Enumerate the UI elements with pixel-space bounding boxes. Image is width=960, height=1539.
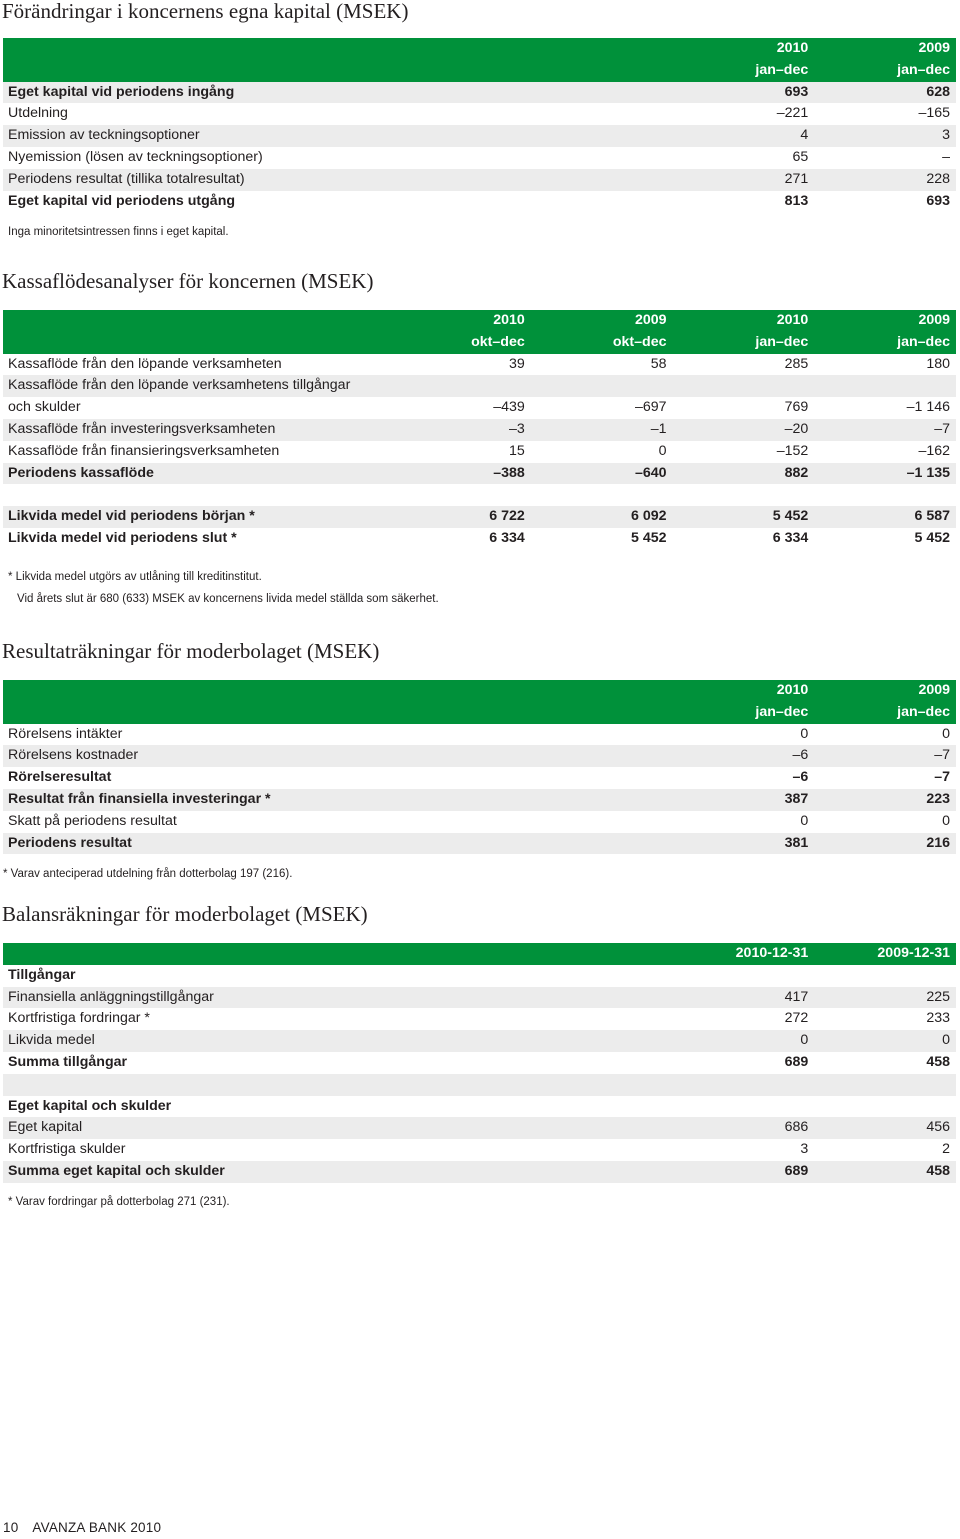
cell-value: 0 <box>942 1032 950 1049</box>
cell-value: 0 <box>658 442 667 459</box>
publication-name: AVANZA BANK 2010 <box>32 1520 162 1535</box>
column-year: 2009 <box>918 40 950 56</box>
cell-value: –7 <box>934 420 950 437</box>
cell-value: 2 <box>942 1141 950 1158</box>
table-row <box>3 169 956 191</box>
row-label: Periodens resultat <box>8 834 132 851</box>
header-row <box>3 60 956 82</box>
row-label: Summa tillgångar <box>8 1053 128 1070</box>
table-row <box>3 767 956 789</box>
row-label: Eget kapital vid periodens ingång <box>8 83 235 100</box>
row-label: Kassaflöde från investeringsverksamheten <box>8 420 276 437</box>
column-year: 2010 <box>776 682 809 698</box>
cell-value: 458 <box>926 1053 950 1070</box>
page-number: 10 <box>3 1520 19 1535</box>
row-label: Kassaflöde från finansieringsverksamheten <box>8 442 280 459</box>
cell-value: –162 <box>918 442 950 459</box>
row-label: Resultat från finansiella investeringar * <box>8 790 271 807</box>
cell-value: –152 <box>776 442 809 459</box>
cell-value: –20 <box>784 420 809 437</box>
cashflow-table <box>3 310 956 550</box>
table-row <box>3 1117 956 1139</box>
table-row <box>3 745 956 767</box>
cell-value: 0 <box>800 812 809 829</box>
cell-value: 0 <box>942 725 950 742</box>
column-period: jan–dec <box>897 333 950 350</box>
table-row <box>3 811 956 833</box>
table-row <box>3 463 956 485</box>
equity-title: Förändringar i koncernens egna kapital (MSEK) <box>2 0 409 23</box>
cell-value: 693 <box>784 83 809 100</box>
table-row <box>3 375 956 397</box>
equity-table <box>3 38 956 212</box>
table-row <box>3 987 956 1009</box>
row-label: Kassaflöde från den löpande verksamhetens tillgångar <box>8 377 351 394</box>
cell-value: 272 <box>784 1010 809 1027</box>
cell-value: –640 <box>634 464 667 481</box>
table-section-heading <box>3 1096 956 1118</box>
row-label: Periodens kassaflöde <box>8 464 154 481</box>
row-label: Kortfristiga fordringar * <box>8 1010 150 1027</box>
table-row-spacer <box>3 1074 956 1096</box>
balance-footnote: * Varav fordringar på dotterbolag 271 (231). <box>8 1196 230 1208</box>
cell-value: 0 <box>800 725 809 742</box>
row-label: Periodens resultat (tillika totalresultat) <box>8 170 245 187</box>
cashflow-title: Kassaflödesanalyser för koncernen (MSEK) <box>2 269 374 293</box>
column-year: 2010 <box>776 40 809 56</box>
row-label: och skulder <box>8 399 81 416</box>
cell-value: 689 <box>784 1053 809 1070</box>
table-row <box>3 789 956 811</box>
table-row <box>3 147 956 169</box>
cell-value: 6 334 <box>772 529 809 546</box>
column-date: 2009-12-31 <box>877 945 950 961</box>
column-period: jan–dec <box>755 61 809 78</box>
row-label: Finansiella anläggningstillgångar <box>8 988 214 1005</box>
column-period: okt–dec <box>471 333 525 350</box>
cell-value: – <box>942 148 950 165</box>
cell-value: 6 334 <box>489 529 525 546</box>
column-period: jan–dec <box>755 703 809 720</box>
equity-note: Inga minoritetsintressen finns i eget kapital. <box>8 226 229 238</box>
table-row <box>3 528 956 550</box>
table-row <box>3 82 956 104</box>
cell-value: 285 <box>784 355 809 372</box>
row-label: Eget kapital vid periodens utgång <box>8 192 236 209</box>
cell-value: 689 <box>784 1162 809 1179</box>
table-row <box>3 397 956 419</box>
cell-value: 381 <box>784 834 809 851</box>
cell-value: 5 452 <box>630 529 667 546</box>
row-label: Tillgångar <box>8 966 76 983</box>
row-label: Summa eget kapital och skulder <box>8 1162 225 1179</box>
row-label: Nyemission (lösen av teckningsoptioner) <box>8 148 263 165</box>
cell-value: 3 <box>800 1141 809 1158</box>
cell-value: –1 <box>650 420 667 437</box>
cell-value: 769 <box>784 399 809 416</box>
column-year: 2009 <box>918 312 950 328</box>
column-period: jan–dec <box>897 61 950 78</box>
table-row <box>3 354 956 376</box>
table-row <box>3 724 956 746</box>
cell-value: 686 <box>784 1119 809 1136</box>
cell-value: –6 <box>792 769 809 786</box>
cell-value: 813 <box>784 192 809 209</box>
cell-value: 225 <box>926 988 950 1005</box>
cell-value: 693 <box>926 192 950 209</box>
table-row <box>3 1161 956 1183</box>
row-label: Rörelsens kostnader <box>8 747 139 764</box>
header-row <box>3 680 956 702</box>
cell-value: –165 <box>918 105 950 122</box>
table-row <box>3 125 956 147</box>
cell-value: 6 092 <box>630 508 667 525</box>
cell-value: 3 <box>942 127 950 144</box>
cell-value: –3 <box>508 420 525 437</box>
cell-value: 228 <box>926 170 950 187</box>
table-row <box>3 103 956 125</box>
cashflow-footnote: Vid årets slut är 680 (633) MSEK av koncernens livida medel ställda som säkerhet. <box>17 593 439 605</box>
row-label: Eget kapital och skulder <box>8 1097 172 1114</box>
cell-value: 58 <box>650 355 667 372</box>
cell-value: 0 <box>800 1032 809 1049</box>
table-row <box>3 1008 956 1030</box>
row-label: Skatt på periodens resultat <box>8 812 177 829</box>
column-period: okt–dec <box>612 333 667 350</box>
column-date: 2010-12-31 <box>735 945 809 961</box>
header-row <box>3 38 956 60</box>
cell-value: 39 <box>508 355 525 372</box>
row-label: Rörelsens intäkter <box>8 725 123 742</box>
cell-value: 5 452 <box>914 529 950 546</box>
cell-value: 223 <box>926 790 950 807</box>
table-row <box>3 441 956 463</box>
cell-value: 4 <box>800 127 809 144</box>
cell-value: –388 <box>493 464 525 481</box>
cell-value: 65 <box>792 148 809 165</box>
cell-value: –439 <box>493 399 525 416</box>
header-row <box>3 943 956 965</box>
cell-value: 387 <box>784 790 809 807</box>
table-section-heading <box>3 965 956 987</box>
row-label: Rörelseresultat <box>8 769 112 786</box>
cell-value: 417 <box>784 988 809 1005</box>
cashflow-footnote: * Likvida medel utgörs av utlåning till kreditinstitut. <box>8 571 262 583</box>
row-label: Kortfristiga skulder <box>8 1141 126 1158</box>
cell-value: –1 135 <box>906 464 950 481</box>
column-year: 2010 <box>493 312 525 328</box>
cell-value: 628 <box>926 83 950 100</box>
column-year: 2009 <box>918 682 950 698</box>
cell-value: 5 452 <box>772 508 809 525</box>
balance-table <box>3 943 956 1183</box>
row-label: Eget kapital <box>8 1119 83 1136</box>
column-period: jan–dec <box>897 703 950 720</box>
cell-value: –6 <box>792 747 809 764</box>
table-row <box>3 1052 956 1074</box>
table-row <box>3 1030 956 1052</box>
table-row <box>3 191 956 213</box>
header-row <box>3 702 956 724</box>
column-year: 2009 <box>634 312 667 328</box>
income-table <box>3 680 956 854</box>
column-period: jan–dec <box>755 333 809 350</box>
table-row <box>3 419 956 441</box>
cell-value: 6 587 <box>914 508 950 525</box>
cell-value: –697 <box>634 399 667 416</box>
row-label: Likvida medel vid periodens början * <box>8 508 255 525</box>
row-label: Likvida medel <box>8 1032 95 1049</box>
income-footnote: * Varav anteciperad utdelning från dotterbolag 197 (216). <box>3 868 293 880</box>
cell-value: –1 146 <box>906 399 950 416</box>
cell-value: 180 <box>926 355 950 372</box>
income-title: Resultaträkningar för moderbolaget (MSEK) <box>2 639 380 663</box>
cell-value: 15 <box>508 442 525 459</box>
table-row-spacer <box>3 484 956 506</box>
cell-value: 216 <box>926 834 950 851</box>
cell-value: 882 <box>784 464 809 481</box>
cell-value: 6 722 <box>489 508 525 525</box>
cell-value: 458 <box>926 1162 950 1179</box>
row-label: Kassaflöde från den löpande verksamheten <box>8 355 282 372</box>
balance-title: Balansräkningar för moderbolaget (MSEK) <box>2 902 368 926</box>
row-label: Likvida medel vid periodens slut * <box>8 529 237 546</box>
cell-value: –221 <box>776 105 809 122</box>
row-label: Utdelning <box>8 105 68 122</box>
cell-value: –7 <box>934 769 950 786</box>
page-footer <box>3 1520 175 1535</box>
row-label: Emission av teckningsoptioner <box>8 127 200 144</box>
column-year: 2010 <box>776 312 809 328</box>
header-row <box>3 310 956 332</box>
table-row <box>3 833 956 855</box>
cell-value: 0 <box>942 812 950 829</box>
table-row <box>3 506 956 528</box>
cell-value: 456 <box>926 1119 950 1136</box>
cell-value: –7 <box>934 747 950 764</box>
cell-value: 271 <box>784 170 809 187</box>
table-row <box>3 1139 956 1161</box>
cell-value: 233 <box>926 1010 950 1027</box>
header-row <box>3 332 956 354</box>
